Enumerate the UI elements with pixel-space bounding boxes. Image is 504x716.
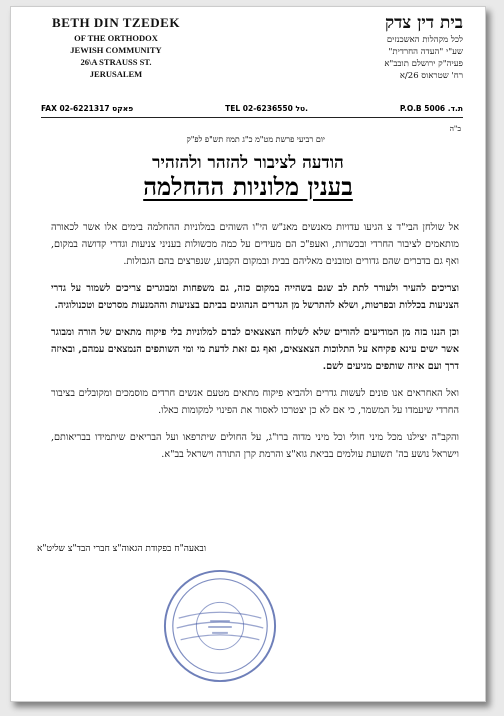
header-divider bbox=[41, 117, 463, 118]
notice-subject: בענין מלוניות ההחלמה bbox=[143, 172, 353, 201]
org-name-english: BETH DIN TZEDEK bbox=[52, 15, 180, 30]
letterhead-english bbox=[41, 15, 191, 79]
document-date: יום רביעי פרשת מט"מ כ"ג תמוז תש"פ לפ"ק bbox=[186, 135, 325, 144]
tel-number: TEL 02-6236550 טל. bbox=[225, 104, 308, 113]
letterhead-line: JEWISH COMMUNITY bbox=[70, 45, 162, 55]
letterhead-hebrew bbox=[303, 13, 463, 81]
contact-line bbox=[41, 104, 463, 113]
signature-line: ובאעה"ח בפקודת הגאוה"צ חברי הבד"צ שליט"א bbox=[37, 544, 207, 554]
fax-number: FAX 02-6221317 פאקס bbox=[41, 104, 134, 113]
official-seal-stamp bbox=[161, 567, 279, 685]
notice-title: הודעה לציבור להזהר ולהזהיר bbox=[152, 153, 344, 173]
document-page bbox=[10, 6, 486, 702]
bh-mark: ב"ה bbox=[449, 124, 461, 133]
letterhead-line: OF THE ORTHODOX bbox=[74, 33, 158, 43]
letterhead-line: פעיה"ק ירושלם תובב"א bbox=[384, 59, 463, 69]
letterhead-line: JERUSALEM bbox=[89, 69, 143, 79]
org-name-hebrew: בית דין צדק bbox=[384, 13, 463, 33]
body-paragraph: והקב"ה יצילנו מכל מיני חולי וכל מיני מדוה ברו"ג, על החולים שיתרפאו ועל הבריאים שיתמידו בבריאותם, וישראל נושע בה' תשועת עולמים בביאת גוא"צ והרמת קרן התורה וישראל בב"א. bbox=[51, 432, 459, 460]
pob-number: P.O.B 5006 .ת.ד bbox=[399, 104, 463, 113]
body-paragraph: וכן הננו בזה מן המודיעים להורים שלא לשלוח הצאצאים לבדם למלוניות בלי פיקוח מתאים של הורה ומבוגר אשר ישים עינא פקיחא על התלוכות הצאצאים, ואף גם זאת לדעת מי ומי השותפים הנמצאים עמהם, ובאיזה דרך ועם איזה שותפים מגיעים לשם. bbox=[51, 327, 459, 372]
body-paragraph: אל שולחן הבי"ד צ הגיעו עדויות מאנשים מאנ"ש הי"ו השוהים במלוניות ההחלמה בימים אלו אשר לכאורה מותאמים לציבור החרדי ובכשרות, ואעפ"כ הם מעידים על כמה מכשולות בעניני צניעות וגדרי קדושה במקום, ואף גם בדברים שהם גדורים ומובנים מאליהם בבית ובמקום הקבוע, שנפרצים בהם הגבולות. bbox=[51, 222, 459, 267]
letterhead-line: רח' שטראוס 26/א bbox=[399, 71, 463, 81]
notice-body bbox=[51, 219, 459, 473]
body-paragraph: ואל האחראים אנו פונים לעשות גדרים ולהביא פיקוח מתאים מטעם אנשים חרדים מוסמכים ומקובלים בציבור החרדי שיעמדו על המשמר, כי אם לא כן יצטרכו לאסור את הפינוי למקומות כאלו. bbox=[51, 388, 459, 416]
letterhead-line: שע"י "העדה החרדית" bbox=[388, 47, 463, 57]
letterhead-line: 26\A STRAUSS ST. bbox=[80, 57, 152, 67]
letterhead-line: לכל מקהלות האשכנזים bbox=[386, 35, 463, 45]
body-paragraph: וצריכים להעיר ולעורר לתת לב שגם בשהייה במקום כזה, גם משפחות ומבוגרים צריכים לשמור על גדרי הצניעות בכללות ובפרטות, ושלא להתרשל מן הגדרים הנהוגים בביתם בצניעות וההמנעות מסרטים וטכנולוגיה. bbox=[51, 283, 459, 311]
